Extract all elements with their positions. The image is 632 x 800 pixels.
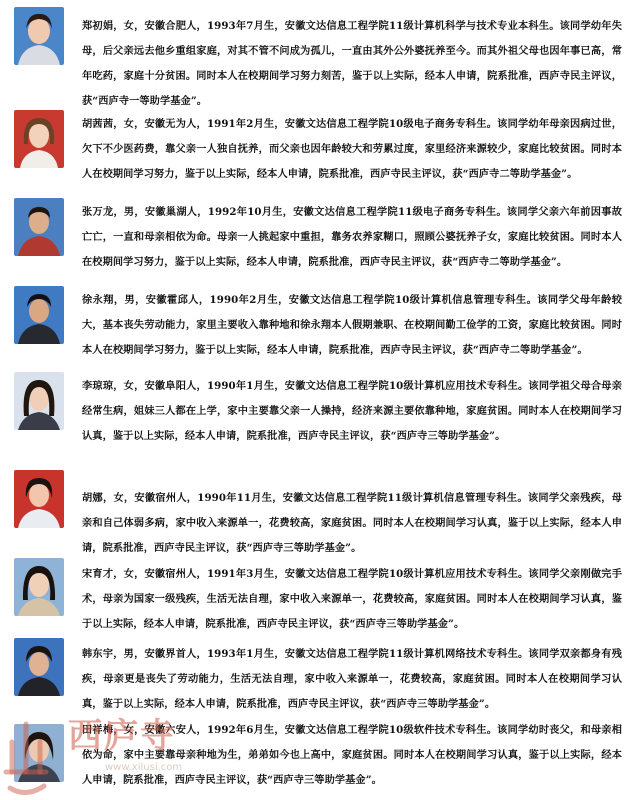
watermark-url: www.xilusi.com xyxy=(105,762,183,773)
student-photo xyxy=(14,7,64,65)
student-bio: 徐永翔，男，安徽霍邱人，1990年2月生，安徽文达信息工程学院10级计算机信息管理专科生。该同学父母年龄较大，基本丧失劳动能力，家里主要收入靠种地和徐永翔本人假期兼职、在校期间勤工俭学的工资，家庭比较贫困。同时本人在校期间学习努力，鉴于以上实际，经本人申请，院系批准，西庐寺民主评议，获“西庐寺二等助学基金”。 xyxy=(82,294,622,356)
student-bio: 宋育才，女，安徽宿州人，1991年3月生，安徽文达信息工程学院10级计算机应用技术专科生。该同学父亲刚做完手术，母亲为国家一级残疾，生活无法自理，家中收入来源单一，花费较高，家庭贫困。同时本人在校期间学习认真，鉴于以上实际，经本人申请，院系批准，西庐寺民主评议，获“西庐寺三等助学基金”。 xyxy=(82,568,622,630)
student-bio: 李琼琼，女，安徽阜阳人，1990年1月生，安徽文达信息工程学院10级计算机应用技术专科生。该同学祖父母合母亲经常生病，姐妹三人都在上学，家中主要靠父亲一人操持，经济来源主要依靠种地，家庭贫困。同时本人在校期间学习认真，鉴于以上实际，经本人申请，院系批准，西庐寺民主评议，获“西庐寺三等助学基金”。 xyxy=(82,380,622,442)
student-bio: 田祥梅，女，安徽六安人，1992年6月生，安徽文达信息工程学院10级软件技术专科生。该同学幼时丧父，和母亲相依为命，家中主要靠母亲种地为生，弟弟如今也上高中，家庭贫困。同时本人在校期间学习认真，鉴于以上实际，经本人申请，院系批准，西庐寺民主评议，获“西庐寺三等助学基金”。 xyxy=(82,724,622,786)
student-bio: 韩东宇，男，安徽界首人，1993年1月生，安徽文达信息工程学院11级计算机网络技术专科生。该同学双亲都身有残疾，母亲更是丧失了劳动能力，生活无法自理，家中收入来源单一，花费较高，家庭贫困。同时本人在校期间学习认真，鉴于以上实际，经本人申请，院系批准，西庐寺民主评议，获“西庐寺三等助学基金”。 xyxy=(82,648,622,710)
student-bio: 胡娜，女，安徽宿州人，1990年11月生，安徽文达信息工程学院11级计算机信息管理专科生。该同学父亲残疾，母亲和自己体弱多病，家中收入来源单一，花费较高，家庭贫困。同时本人在校期间学习认真，鉴于以上实际，经本人申请，院系批准，西庐寺民主评议，获“西庐寺三等助学基金”。 xyxy=(82,492,622,554)
student-bio: 郑初娟，女，安徽合肥人，1993年7月生，安徽文达信息工程学院11级计算机科学与技术专业本科生。该同学幼年失母，后父亲远去他乡重组家庭，对其不管不问成为孤儿，一直由其外公外婆抚养至今。而其外祖父母也因年事已高，常年吃药，家庭十分贫困。同时本人在校期间学习努力刻苦，鉴于以上实际，经本人申请，院系批准，西庐寺民主评议，获“西庐寺一等助学基金”。 xyxy=(82,20,622,107)
student-photo xyxy=(14,110,64,168)
student-photo xyxy=(14,198,64,256)
student-photo xyxy=(14,724,64,782)
student-photo xyxy=(14,638,64,696)
student-bio: 张万龙，男，安徽巢湖人，1992年10月生，安徽文达信息工程学院11级电子商务专科生。该同学父亲六年前因事故亡亡，一直和母亲相依为命。母亲一人挑起家中重担，靠务农养家糊口，照顾公婆抚养子女，家庭比较贫困。同时本人在校期间学习努力，鉴于以上实际，经本人申请，院系批准，西庐寺民主评议，获“西庐寺二等助学基金”。 xyxy=(82,206,622,268)
watermark-text: 西庐寺 xyxy=(68,716,176,756)
student-photo xyxy=(14,558,64,616)
student-photo xyxy=(14,372,64,430)
student-bio: 胡茜茜，女，安徽无为人，1991年2月生，安徽文达信息工程学院10级电子商务专科生。该同学幼年母亲因病过世，欠下不少医药费，靠父亲一人独自抚养，而父亲也因年龄较大和劳累过度，家里经济来源较少，家庭比较贫困。同时本人在校期间学习努力，鉴于以上实际，经本人申请，院系批准，西庐寺民主评议，获“西庐寺二等助学基金”。 xyxy=(82,118,622,180)
student-photo xyxy=(14,286,64,344)
student-photo xyxy=(14,470,64,528)
